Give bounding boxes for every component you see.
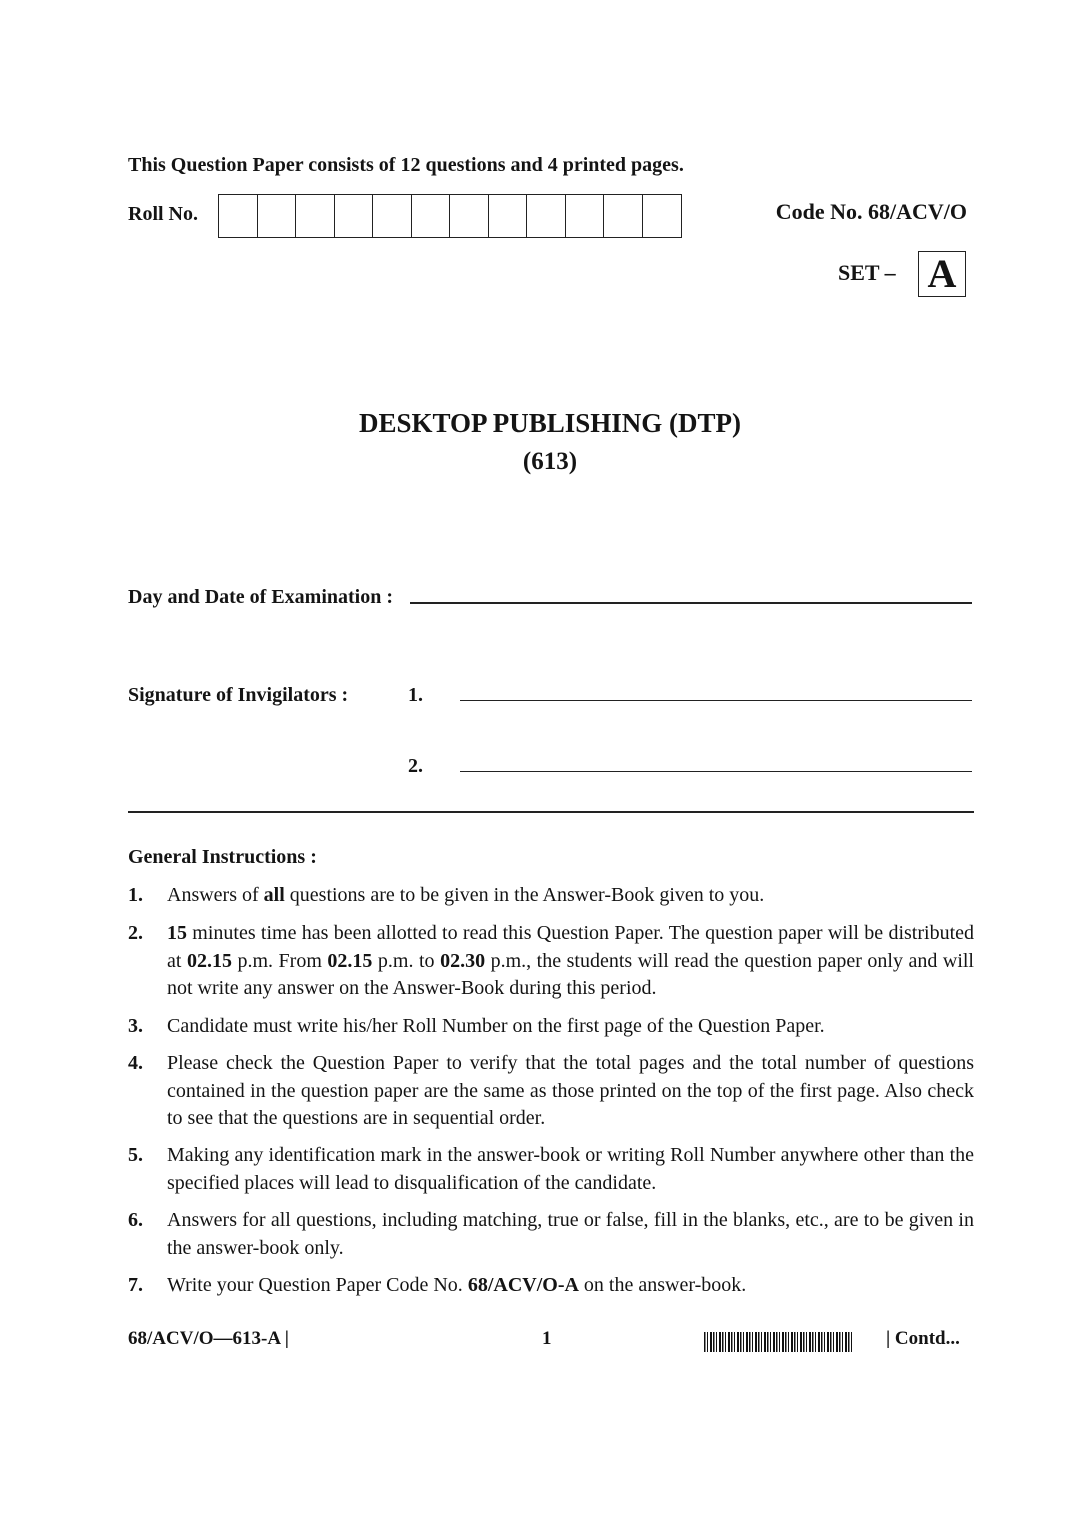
roll-no-boxes[interactable]	[218, 194, 682, 238]
instruction-text-part: Candidate must write his/her Roll Number on the first page of the Question Paper.	[167, 1015, 825, 1037]
instruction-item	[128, 1013, 974, 1041]
instruction-text	[167, 1013, 974, 1041]
instruction-item	[128, 1142, 974, 1197]
roll-no-label: Roll No.	[128, 203, 198, 225]
roll-no-box[interactable]	[566, 195, 605, 237]
day-date-label: Day and Date of Examination :	[128, 586, 394, 608]
instruction-item	[128, 1207, 974, 1262]
section-divider	[128, 811, 974, 813]
day-date-blank-line[interactable]	[410, 602, 972, 604]
roll-no-box[interactable]	[527, 195, 566, 237]
roll-no-box[interactable]	[258, 195, 297, 237]
instruction-text-part: on the answer-book.	[578, 1274, 747, 1296]
emphasis-text: 68/ACV/O-A	[467, 1274, 579, 1296]
signature-number-2: 2.	[408, 755, 423, 777]
emphasis-text: 02.15	[327, 949, 373, 972]
instruction-text	[167, 1272, 974, 1300]
paper-info-line: This Question Paper consists of 12 questions and 4 printed pages.	[128, 154, 684, 176]
set-label: SET –	[838, 260, 896, 285]
code-number: Code No. 68/ACV/O	[775, 199, 967, 224]
signature-line-1[interactable]	[460, 700, 972, 701]
instruction-number: 2.	[128, 922, 143, 944]
set-value-box: A	[918, 251, 966, 297]
instruction-item	[128, 882, 974, 910]
instruction-text-part: Answers for all questions, including matching, true or false, fill in the blanks, etc., are to be given in the answer-book only.	[167, 1209, 974, 1259]
instruction-text	[167, 920, 974, 1003]
footer-contd: | Contd...	[886, 1328, 960, 1349]
roll-no-box[interactable]	[489, 195, 528, 237]
instruction-text	[167, 1050, 974, 1133]
instruction-number: 6.	[128, 1209, 143, 1231]
instruction-item	[128, 920, 974, 1003]
emphasis-text: 02.30	[440, 949, 486, 972]
instruction-text	[167, 1142, 974, 1197]
emphasis-text: 15	[167, 922, 187, 944]
instruction-text	[167, 882, 974, 910]
roll-no-box[interactable]	[296, 195, 335, 237]
instruction-text-part: questions are to be given in the Answer-Book given to you.	[284, 884, 765, 906]
instruction-text-part: p.m., the students will read the question paper only and will not write any answer on the Answer-Book during this period.	[167, 949, 974, 999]
instruction-item	[128, 1050, 974, 1133]
instruction-text-part: Making any identification mark in the answer-book or writing Roll Number anywhere other than the specified places will lead to disqualification of the candidate.	[167, 1144, 974, 1194]
subject-title: DESKTOP PUBLISHING (DTP)	[358, 408, 742, 438]
instruction-number: 5.	[128, 1144, 143, 1166]
barcode-icon	[704, 1332, 854, 1352]
emphasis-text: 02.15	[186, 949, 232, 972]
instruction-text-part: Write your Question Paper Code No.	[167, 1274, 468, 1296]
roll-no-box[interactable]	[412, 195, 451, 237]
roll-no-box[interactable]	[335, 195, 374, 237]
instruction-number: 3.	[128, 1015, 143, 1037]
instruction-text-part: Answers of	[167, 884, 264, 906]
emphasis-text: all	[263, 884, 285, 906]
signature-number-1: 1.	[408, 684, 423, 706]
instruction-number: 1.	[128, 884, 143, 906]
instruction-text-part: minutes time has been allotted to read this Question Paper. The question paper will be distributed at	[167, 922, 974, 972]
instruction-text-part: p.m. From	[231, 949, 328, 972]
instruction-number: 7.	[128, 1274, 143, 1296]
instruction-item	[128, 1272, 974, 1300]
roll-no-box[interactable]	[373, 195, 412, 237]
instruction-text-part: Please check the Question Paper to verify that the total pages and the total number of questions contained in the question paper are the same as those printed on the top of the first page. Also check to see that the questions are in sequential order.	[167, 1052, 974, 1129]
signature-line-2[interactable]	[460, 771, 972, 772]
invigilator-signature-label: Signature of Invigilators :	[128, 684, 349, 706]
instruction-text-part: p.m. to	[372, 949, 441, 972]
roll-no-box[interactable]	[219, 195, 258, 237]
roll-no-box[interactable]	[450, 195, 489, 237]
footer-paper-code: 68/ACV/O—613-A |	[128, 1328, 289, 1349]
subject-code: (613)	[522, 448, 578, 475]
instruction-text	[167, 1207, 974, 1262]
page-number: 1	[542, 1328, 552, 1349]
instruction-number: 4.	[128, 1052, 143, 1074]
roll-no-box[interactable]	[643, 195, 682, 237]
instructions-heading: General Instructions :	[128, 846, 317, 868]
roll-no-box[interactable]	[604, 195, 643, 237]
